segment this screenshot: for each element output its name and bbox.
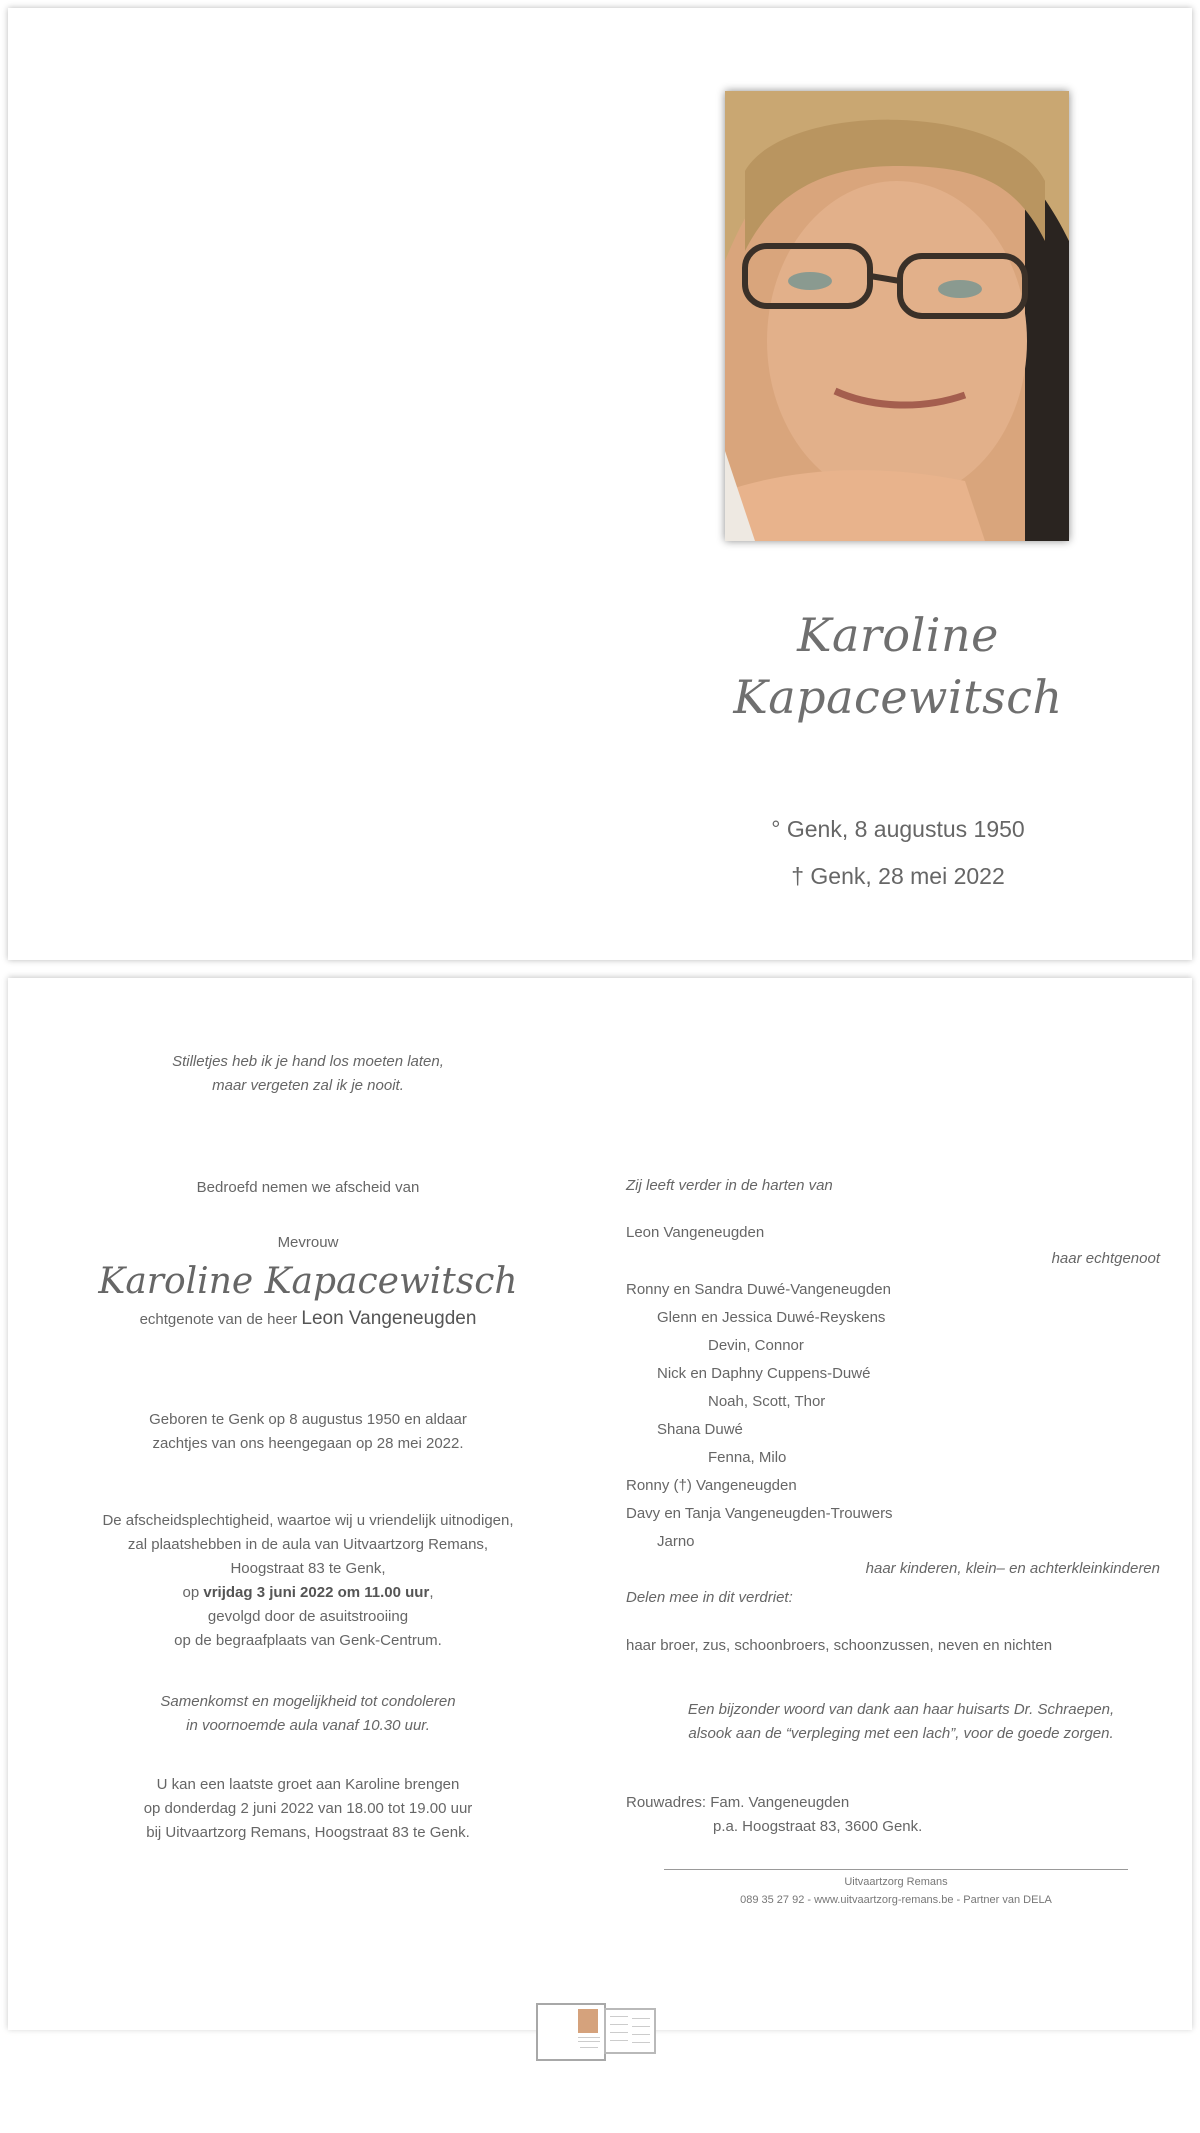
family-member: Shana Duwé [657, 1421, 743, 1438]
address-line: p.a. Hoogstraat 83, 3600 Genk. [713, 1818, 923, 1835]
poem-line: maar vergeten zal ik je nooit. [212, 1077, 404, 1094]
death-line: † Genk, 28 mei 2022 [791, 863, 1005, 889]
ceremony-text: gevolgd door de asuitstrooiing [207, 1608, 409, 1625]
thumbnail-line [610, 2040, 628, 2041]
ceremony-text: Hoogstraat 83 te Genk, [230, 1560, 386, 1577]
page-thumbnail-front[interactable] [536, 2003, 606, 2061]
relation-label: haar echtgenoot [1051, 1250, 1160, 1267]
visit-text: op donderdag 2 juni 2022 van 18.00 tot 19.00 uur [143, 1800, 473, 1817]
footer-company: Uitvaartzorg Remans [844, 1876, 948, 1888]
deceased-first-name: Karoline [797, 608, 999, 662]
visit-text: bij Uitvaartzorg Remans, Hoogstraat 83 te Genk. [146, 1824, 470, 1841]
thumbnail-photo [578, 2009, 598, 2033]
front-page [8, 8, 1192, 960]
spouse-name: Leon Vangeneugden [301, 1308, 477, 1329]
family-member: Davy en Tanja Vangeneugden-Trouwers [626, 1505, 893, 1522]
family-member: Noah, Scott, Thor [708, 1393, 826, 1410]
spouse-prefix: echtgenote van de heer [139, 1311, 298, 1328]
ceremony-on: op [182, 1584, 200, 1601]
thumbnail-line [610, 2032, 628, 2033]
footer-divider [664, 1869, 1128, 1870]
thumbnail-line [632, 2026, 650, 2027]
thanks-text: Een bijzonder woord van dank aan haar huisarts Dr. Schraepen, [687, 1701, 1115, 1718]
family-member: Ronny en Sandra Duwé-Vangeneugden [626, 1281, 891, 1298]
poem-line: Stilletjes heb ik je hand los moeten laten, [172, 1053, 444, 1070]
thumbnail-line [632, 2018, 650, 2019]
deceased-last-name: Kapacewitsch [733, 670, 1063, 724]
remembrance-heading: Zij leeft verder in de harten van [626, 1177, 833, 1194]
visit-text: U kan een laatste groet aan Karoline brengen [156, 1776, 460, 1793]
spouse-line [68, 1307, 548, 1332]
meeting-text: in voornoemde aula vanaf 10.30 uur. [186, 1717, 430, 1734]
thumbnail-line [610, 2016, 628, 2017]
family-member: Glenn en Jessica Duwé-Reyskens [657, 1309, 886, 1326]
thumbnail-line [610, 2024, 628, 2025]
family-member: Nick en Daphny Cuppens-Duwé [657, 1365, 871, 1382]
page-thumbnail-inside[interactable] [604, 2008, 656, 2054]
thanks-text: alsook aan de “verpleging met een lach”, voor de goede zorgen. [688, 1725, 1114, 1742]
family-member: Devin, Connor [708, 1337, 804, 1354]
footer-contact: 089 35 27 92 - www.uitvaartzorg-remans.be - Partner van DELA [740, 1894, 1052, 1906]
thumbnail-line [580, 2047, 598, 2048]
ceremony-text: zal plaatshebben in de aula van Uitvaartzorg Remans, [127, 1536, 489, 1553]
thumbnail-line [632, 2034, 650, 2035]
address-line: Rouwadres: Fam. Vangeneugden [626, 1794, 850, 1811]
honorific: Mevrouw [277, 1234, 339, 1251]
family-member: Fenna, Milo [708, 1449, 787, 1466]
ceremony-text: De afscheidsplechtigheid, waartoe wij u vriendelijk uitnodigen, [102, 1512, 514, 1529]
birth-text: Geboren te Genk op 8 augustus 1950 en aldaar [149, 1411, 467, 1428]
ceremony-comma: , [429, 1584, 434, 1601]
birth-text: zachtjes van ons heengegaan op 28 mei 2022. [152, 1435, 464, 1452]
family-member: Leon Vangeneugden [626, 1224, 765, 1241]
ceremony-text: op de begraafplaats van Genk-Centrum. [174, 1632, 442, 1649]
portrait-photo [725, 91, 1069, 541]
family-member: Jarno [657, 1533, 695, 1550]
inside-page [8, 978, 1192, 2030]
relation-label: haar kinderen, klein– en achterkleinkinderen [865, 1560, 1160, 1577]
deceased-full-name: Karoline Kapacewitsch [98, 1261, 518, 1302]
thumbnail-line [632, 2042, 650, 2043]
ceremony-date: vrijdag 3 juni 2022 om 11.00 uur [203, 1584, 430, 1601]
ceremony-date-line [68, 1581, 548, 1605]
relatives-line: haar broer, zus, schoonbroers, schoonzussen, neven en nichten [626, 1637, 1053, 1654]
thumbnail-line [578, 2041, 600, 2042]
birth-line: ° Genk, 8 augustus 1950 [771, 816, 1025, 842]
intro-text: Bedroefd nemen we afscheid van [196, 1179, 420, 1196]
thumbnail-line [578, 2037, 600, 2038]
portrait-illustration [725, 91, 1069, 541]
meeting-text: Samenkomst en mogelijkheid tot condoleren [160, 1693, 456, 1710]
share-heading: Delen mee in dit verdriet: [626, 1589, 793, 1606]
family-member: Ronny (†) Vangeneugden [626, 1477, 797, 1494]
